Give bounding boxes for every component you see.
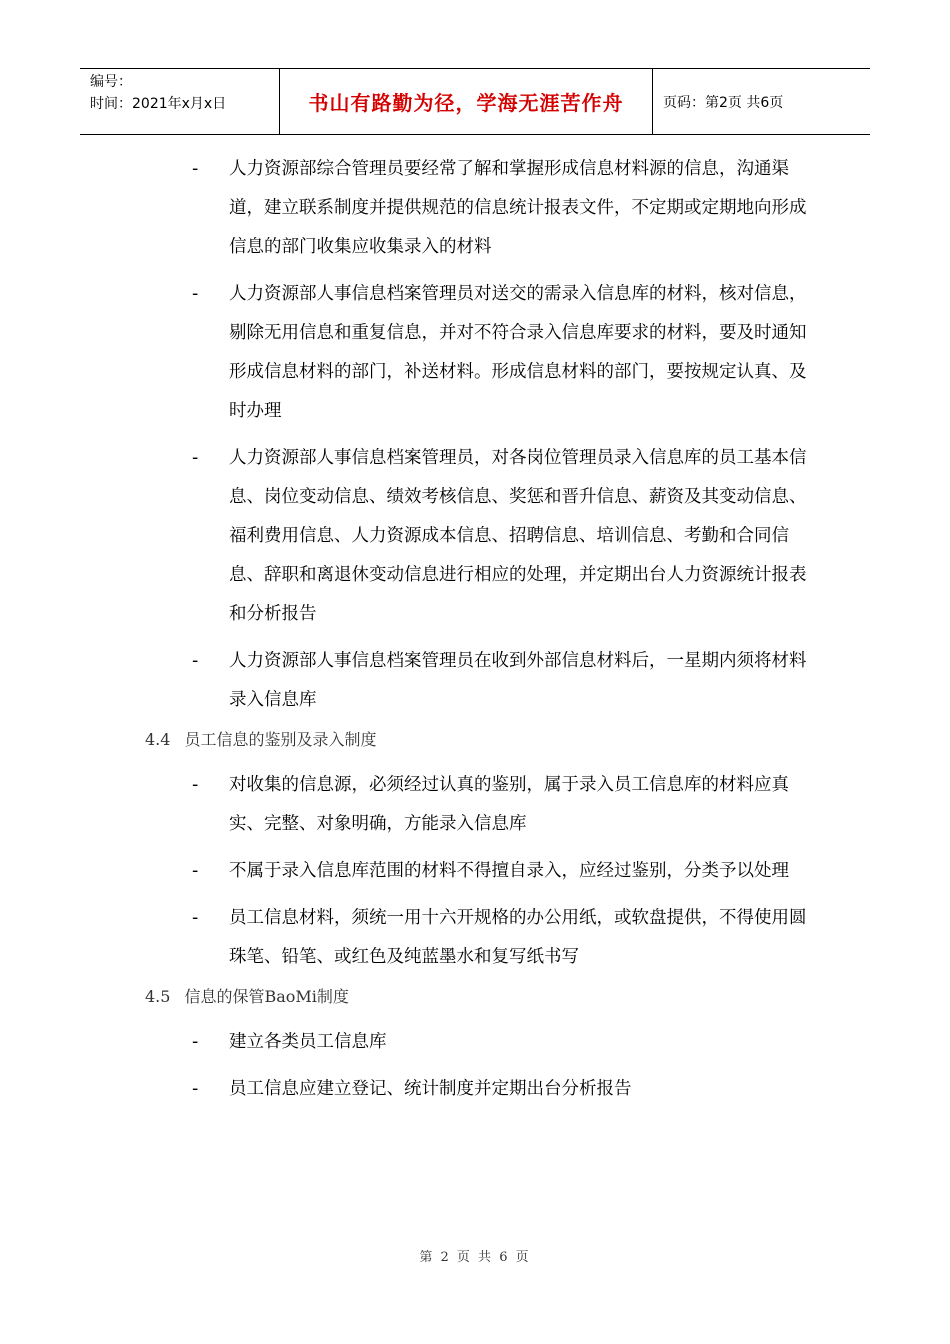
- bullet-dash: -: [192, 1032, 199, 1052]
- list-item: [0, 439, 819, 634]
- list-item: [0, 766, 819, 844]
- list-item-text: 人力资源部综合管理员要经常了解和掌握形成信息材料源的信息，沟通渠道，建立联系制度并提供规范的信息统计报表文件，不定期或定期地向形成信息的部门收集应收集录入的材料: [229, 159, 807, 257]
- list-item: [0, 275, 819, 431]
- bullet-dash: -: [192, 651, 199, 671]
- header-motto: 书山有路勤为径，学海无涯苦作舟: [280, 69, 653, 134]
- list-item: [0, 899, 819, 977]
- list-item-text: 对收集的信息源，必须经过认真的鉴别，属于录入员工信息库的材料应真实、完整、对象明确，方能录入信息库: [229, 775, 789, 834]
- document-header: [80, 68, 870, 135]
- section-title: 员工信息的鉴别及录入制度: [184, 730, 377, 749]
- bullet-dash: -: [192, 775, 199, 795]
- list-item-text: 人力资源部人事信息档案管理员，对各岗位管理员录入信息库的员工基本信息、岗位变动信息、绩效考核信息、奖惩和晋升信息、薪资及其变动信息、福利费用信息、人力资源成本信息、招聘信息、培训信息、考勤和合同信息、辞职和离退休变动信息进行相应的处理，并定期出台人力资源统计报表和分析报告: [229, 448, 807, 624]
- list-item-text: 员工信息应建立登记、统计制度并定期出台分析报告: [229, 1079, 632, 1099]
- list-item-text: 人力资源部人事信息档案管理员在收到外部信息材料后，一星期内须将材料录入信息库: [229, 651, 807, 710]
- list-item-text: 员工信息材料，须统一用十六开规格的办公用纸，或软盘提供，不得使用圆珠笔、铅笔、或红色及纯蓝墨水和复写纸书写: [229, 908, 807, 967]
- document-number-label: 编号：: [90, 74, 132, 90]
- page-footer: 第 2 页 共 6 页: [419, 1250, 531, 1265]
- list-item-text: 人力资源部人事信息档案管理员对送交的需录入信息库的材料，核对信息，剔除无用信息和重复信息，并对不符合录入信息库要求的材料，要及时通知形成信息材料的部门，补送材料。形成信息材料的部门，要按规定认真、及时办理: [229, 284, 807, 421]
- list-item: [0, 642, 819, 720]
- bullet-dash: -: [192, 861, 199, 881]
- document-body: [0, 150, 950, 1117]
- list-item: [0, 150, 819, 267]
- list-item-text: 不属于录入信息库范围的材料不得擅自录入，应经过鉴别，分类予以处理: [229, 861, 789, 881]
- document-date: 时间：2021年x月x日: [90, 96, 227, 112]
- section-title: 信息的保管BaoMi制度: [184, 987, 349, 1006]
- bullet-dash: -: [192, 448, 199, 468]
- bullet-dash: -: [192, 159, 199, 179]
- bullet-dash: -: [192, 284, 199, 304]
- section-heading-4-4: [0, 728, 950, 752]
- list-item: [0, 1023, 819, 1062]
- header-page-info: 页码：第2页 共6页: [663, 94, 784, 111]
- list-item: [0, 852, 819, 891]
- section-heading-4-5: [0, 985, 950, 1009]
- bullet-dash: -: [192, 1079, 199, 1099]
- list-item-text: 建立各类员工信息库: [229, 1032, 387, 1052]
- bullet-dash: -: [192, 908, 199, 928]
- list-item: [0, 1070, 819, 1109]
- section-number: 4.4: [145, 730, 171, 749]
- header-meta: [80, 69, 280, 134]
- section-number: 4.5: [145, 987, 171, 1006]
